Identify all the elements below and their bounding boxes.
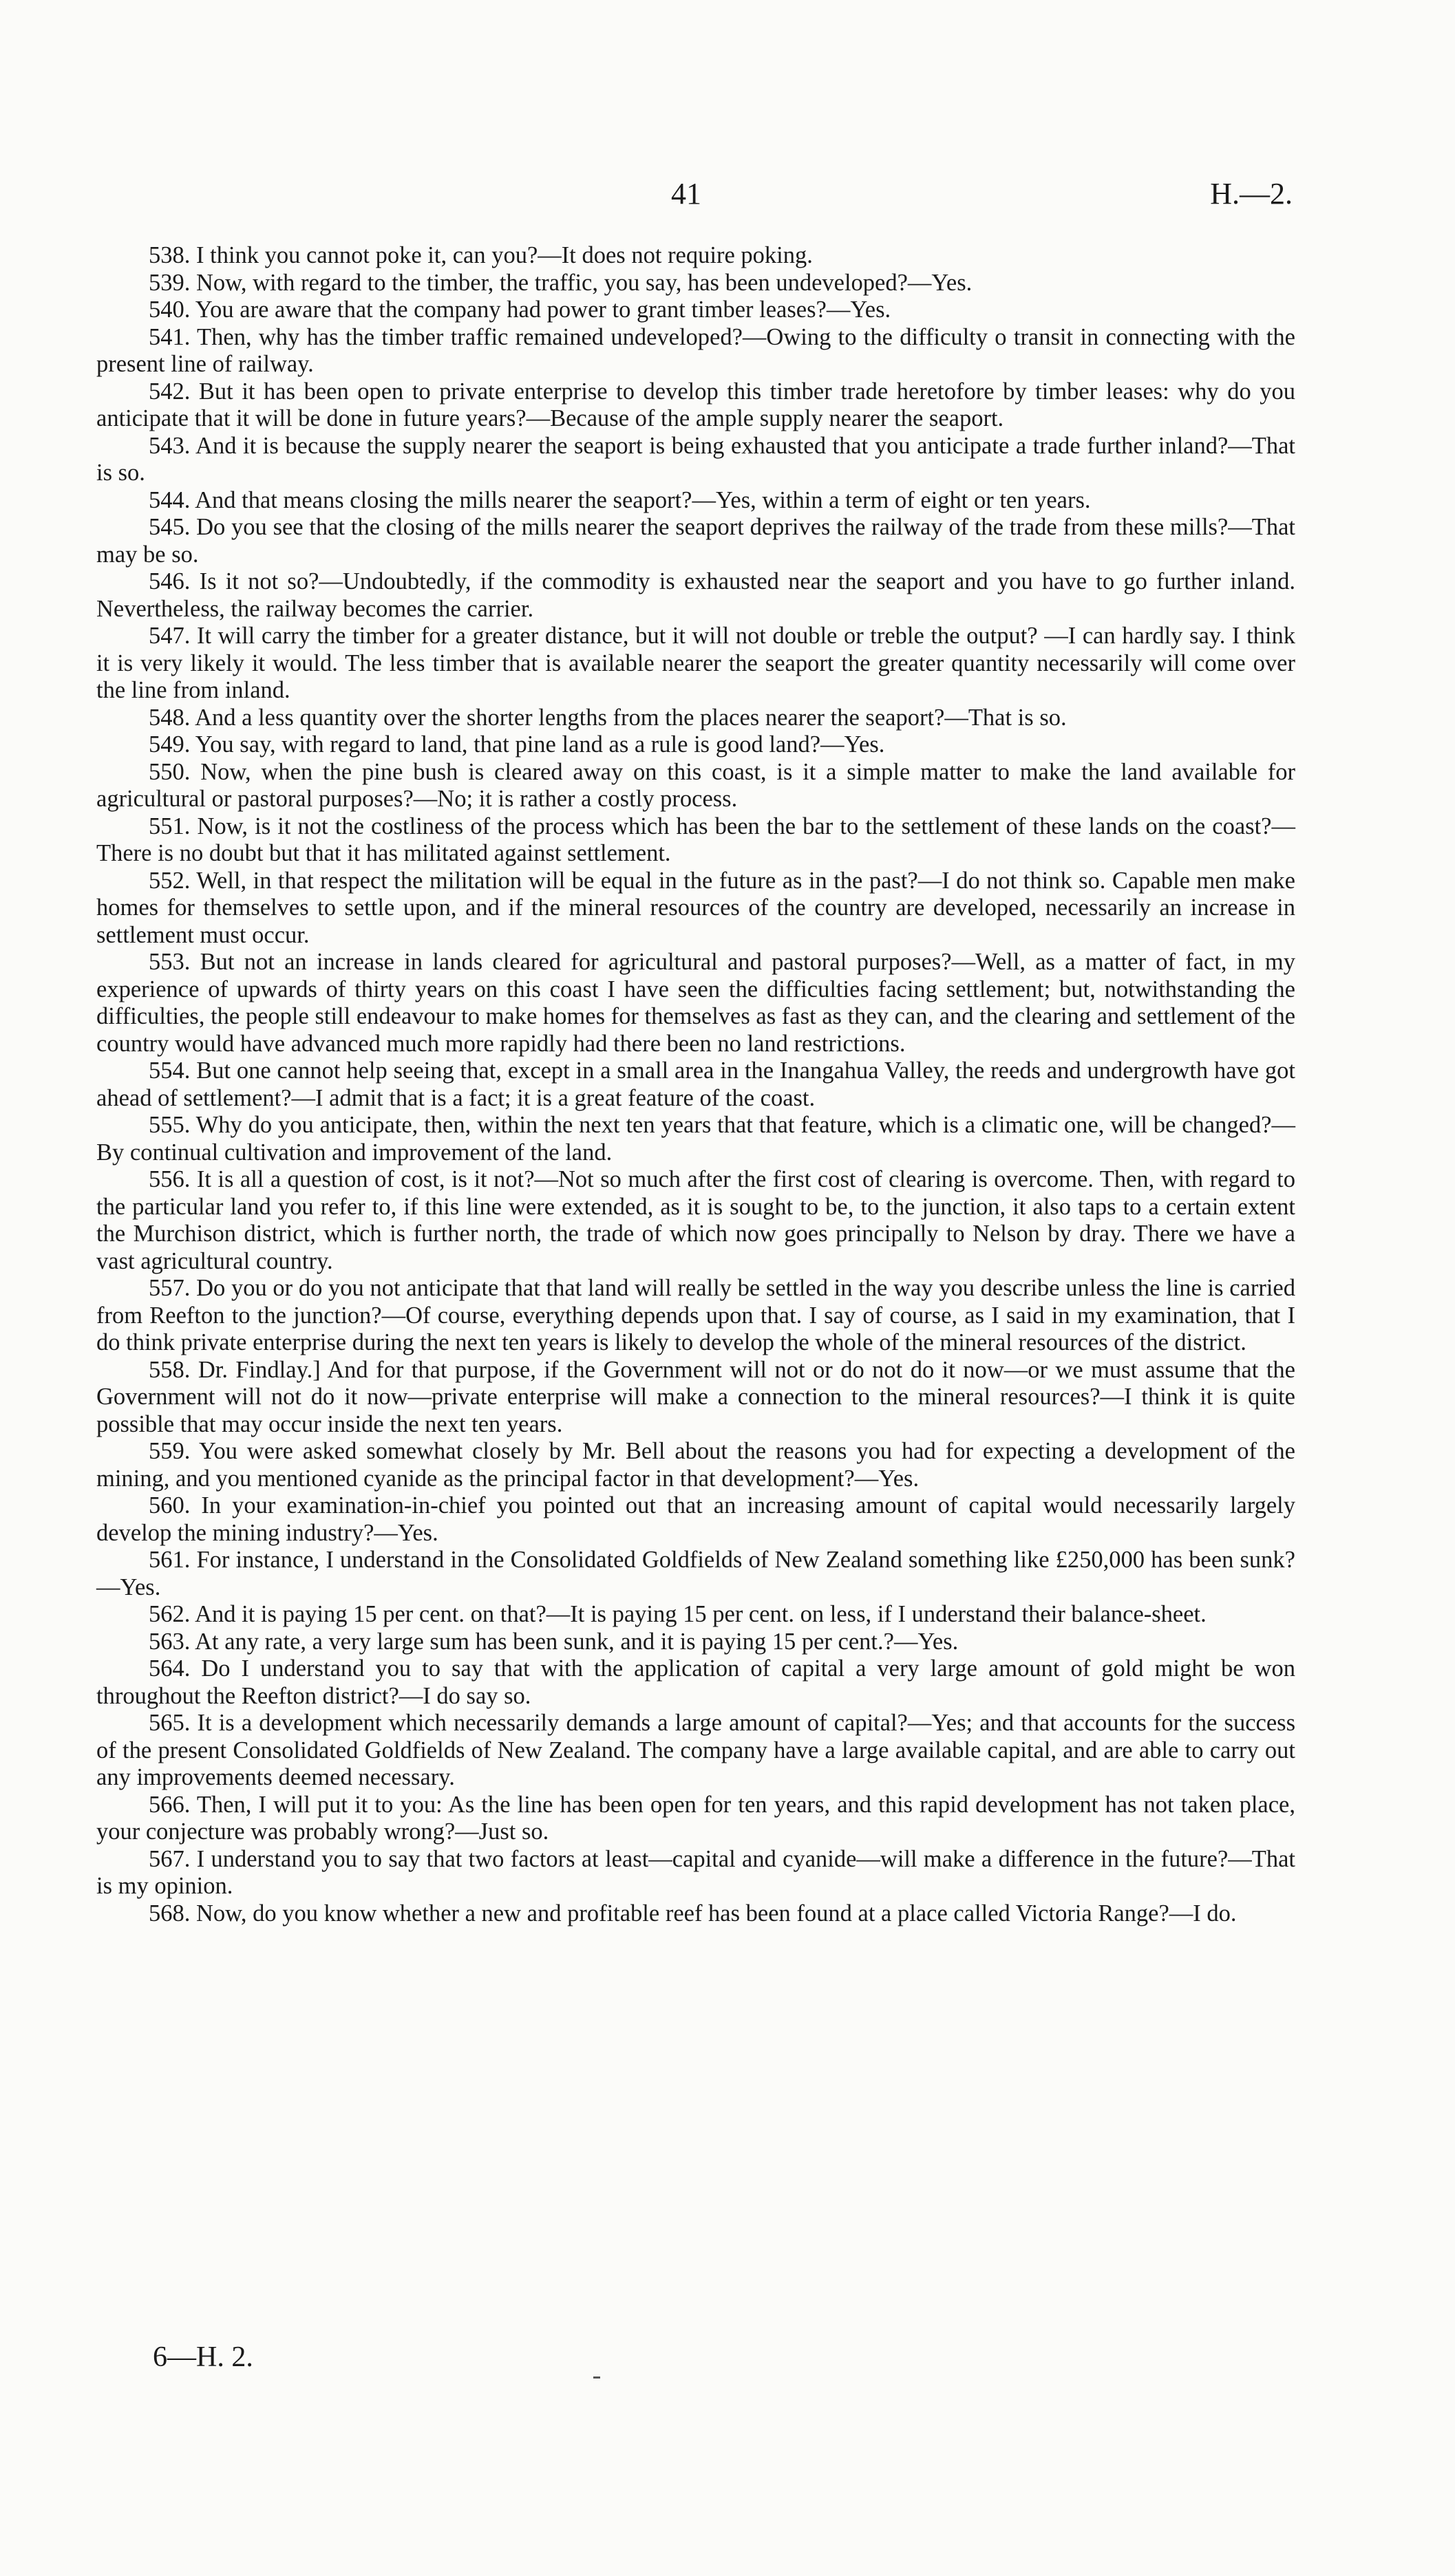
paragraph-561: 561. For instance, I understand in the Consolidated Goldfields of New Zealand something like £250,000 has been sunk?—Yes.	[96, 1547, 1295, 1600]
paragraph-568: 568. Now, do you know whether a new and profitable reef has been found at a place called Victoria Range?—I do.	[149, 1900, 1237, 1926]
paragraph-567: 567. I understand you to say that two factors at least—capital and cyanide—will make a difference in the future?—That is my opinion.	[96, 1845, 1295, 1899]
paragraph-549: 549. You say, with regard to land, that pine land as a rule is good land?—Yes.	[149, 731, 885, 758]
paragraph-557: 557. Do you or do you not anticipate that that land will really be settled in the way you describe unless the line is carried from Reefton to the junction?—Of course, everything depends upon that. I say of course, as I said in my examination, that I do think private enterprise during the next ten years is likely to develop the whole of the mineral resources of the district.	[96, 1275, 1295, 1355]
paragraph-550: 550. Now, when the pine bush is cleared away on this coast, is it a simple matter to make the land available for agricultural or pastoral purposes?—No; it is rather a costly process.	[96, 758, 1295, 812]
paragraph-538: 538. I think you cannot poke it, can you?—It does not require poking.	[149, 242, 813, 268]
paragraph-565: 565. It is a development which necessarily demands a large amount of capital?—Yes; and that accounts for the success of the present Consolidated Goldfields of New Zealand. The company have a large available capital, and are able to carry out any improvements deemed necessary.	[96, 1710, 1295, 1790]
paragraph-556: 556. It is all a question of cost, is it not?—Not so much after the first cost of clearing is overcome. Then, with regard to the particular land you refer to, if this line were extended, as it is sought to be, to the junction, it also taps to a certain extent the Murchison district, which is further north, the trade of which now goes principally to Nelson by dray. There we have a vast agricultural country.	[96, 1166, 1295, 1274]
paragraph-566: 566. Then, I will put it to you: As the line has been open for ten years, and this rapid development has not taken place, your conjecture was probably wrong?—Just so.	[96, 1791, 1295, 1845]
paragraph-540: 540. You are aware that the company had power to grant timber leases?—Yes.	[149, 297, 891, 323]
paragraph-564: 564. Do I understand you to say that with the application of capital a very large amount of gold might be won throughout the Reefton district?—I do say so.	[96, 1655, 1295, 1709]
paragraph-543: 543. And it is because the supply nearer the seaport is being exhausted that you anticipate a trade further inland?—That is so.	[96, 432, 1295, 486]
paragraph-544: 544. And that means closing the mills nearer the seaport?—Yes, within a term of eight or ten years.	[149, 486, 1091, 513]
paragraph-547: 547. It will carry the timber for a greater distance, but it will not double or treble the output? —I can hardly say. I think it is very likely it would. The less timber that is available nearer the seaport the greater quantity necessarily will come over the line from inland.	[96, 623, 1295, 703]
paragraph-558: 558. Dr. Findlay.] And for that purpose, if the Government will not or do not do it now—or we must assume that the Government will not do it now—private enterprise will make a connection to the mineral resources?—I think it is quite possible that may occur inside the next ten years.	[96, 1356, 1295, 1437]
paragraph-542: 542. But it has been open to private enterprise to develop this timber trade heretofore by timber leases: why do you anticipate that it will be done in future years?—Because of the ample supply nearer the seaport.	[96, 378, 1295, 431]
paragraph-551: 551. Now, is it not the costliness of the process which has been the bar to the settlement of these lands on the coast?—There is no doubt but that it has militated against settlement.	[96, 813, 1295, 866]
paragraph-552: 552. Well, in that respect the militation will be equal in the future as in the past?—I do not think so. Capable men make homes for themselves to settle upon, and if the mineral resources of the country are developed, necessarily an increase in settlement must occur.	[96, 867, 1295, 948]
paragraph-560: 560. In your examination-in-chief you pointed out that an increasing amount of capital would necessarily largely develop the mining industry?—Yes.	[96, 1492, 1295, 1546]
paragraph-546: 546. Is it not so?—Undoubtedly, if the commodity is exhausted near the seaport and you have to go further inland. Nevertheless, the railway becomes the carrier.	[96, 568, 1295, 622]
paragraph-555: 555. Why do you anticipate, then, within the next ten years that that feature, which is a climatic one, will be changed?—By continual cultivation and improvement of the land.	[96, 1112, 1295, 1166]
document-reference: H.—2.	[1210, 177, 1293, 211]
paragraph-554: 554. But one cannot help seeing that, except in a small area in the Inangahua Valley, the reeds and undergrowth have got ahead of settlement?—I admit that is a fact; it is a great feature of the coast.	[96, 1058, 1295, 1111]
page-number: 41	[671, 177, 701, 211]
testimony-text	[96, 242, 1295, 1927]
paragraph-553: 553. But not an increase in lands cleared for agricultural and pastoral purposes?—Well, as a matter of fact, in my experience of upwards of thirty years on this coast I have seen the difficulties facing settlement; but, notwithstanding the difficulties, the people still endeavour to make homes for themselves as fast as they can, and the clearing and settlement of the country would have advanced much more rapidly had there been no land restrictions.	[96, 949, 1296, 1057]
paragraph-541: 541. Then, why has the timber traffic remained undeveloped?—Owing to the difficulty o transit in connecting with the present line of railway.	[96, 323, 1295, 377]
paragraph-545: 545. Do you see that the closing of the mills nearer the seaport deprives the railway of the trade from these mills?—That may be so.	[96, 514, 1295, 568]
paragraph-562: 562. And it is paying 15 per cent. on that?—It is paying 15 per cent. on less, if I understand their balance-sheet.	[149, 1601, 1207, 1627]
paragraph-539: 539. Now, with regard to the timber, the traffic, you say, has been undeveloped?—Yes.	[149, 269, 973, 296]
print-speck	[593, 2376, 600, 2379]
sheet-signature: 6—H. 2.	[153, 2341, 253, 2373]
paragraph-548: 548. And a less quantity over the shorter lengths from the places nearer the seaport?—That is so.	[149, 704, 1067, 731]
paragraph-563: 563. At any rate, a very large sum has been sunk, and it is paying 15 per cent.?—Yes.	[149, 1628, 959, 1655]
paragraph-559: 559. You were asked somewhat closely by Mr. Bell about the reasons you had for expecting a development of the mining, and you mentioned cyanide as the principal factor in that development?—Yes.	[96, 1438, 1295, 1492]
